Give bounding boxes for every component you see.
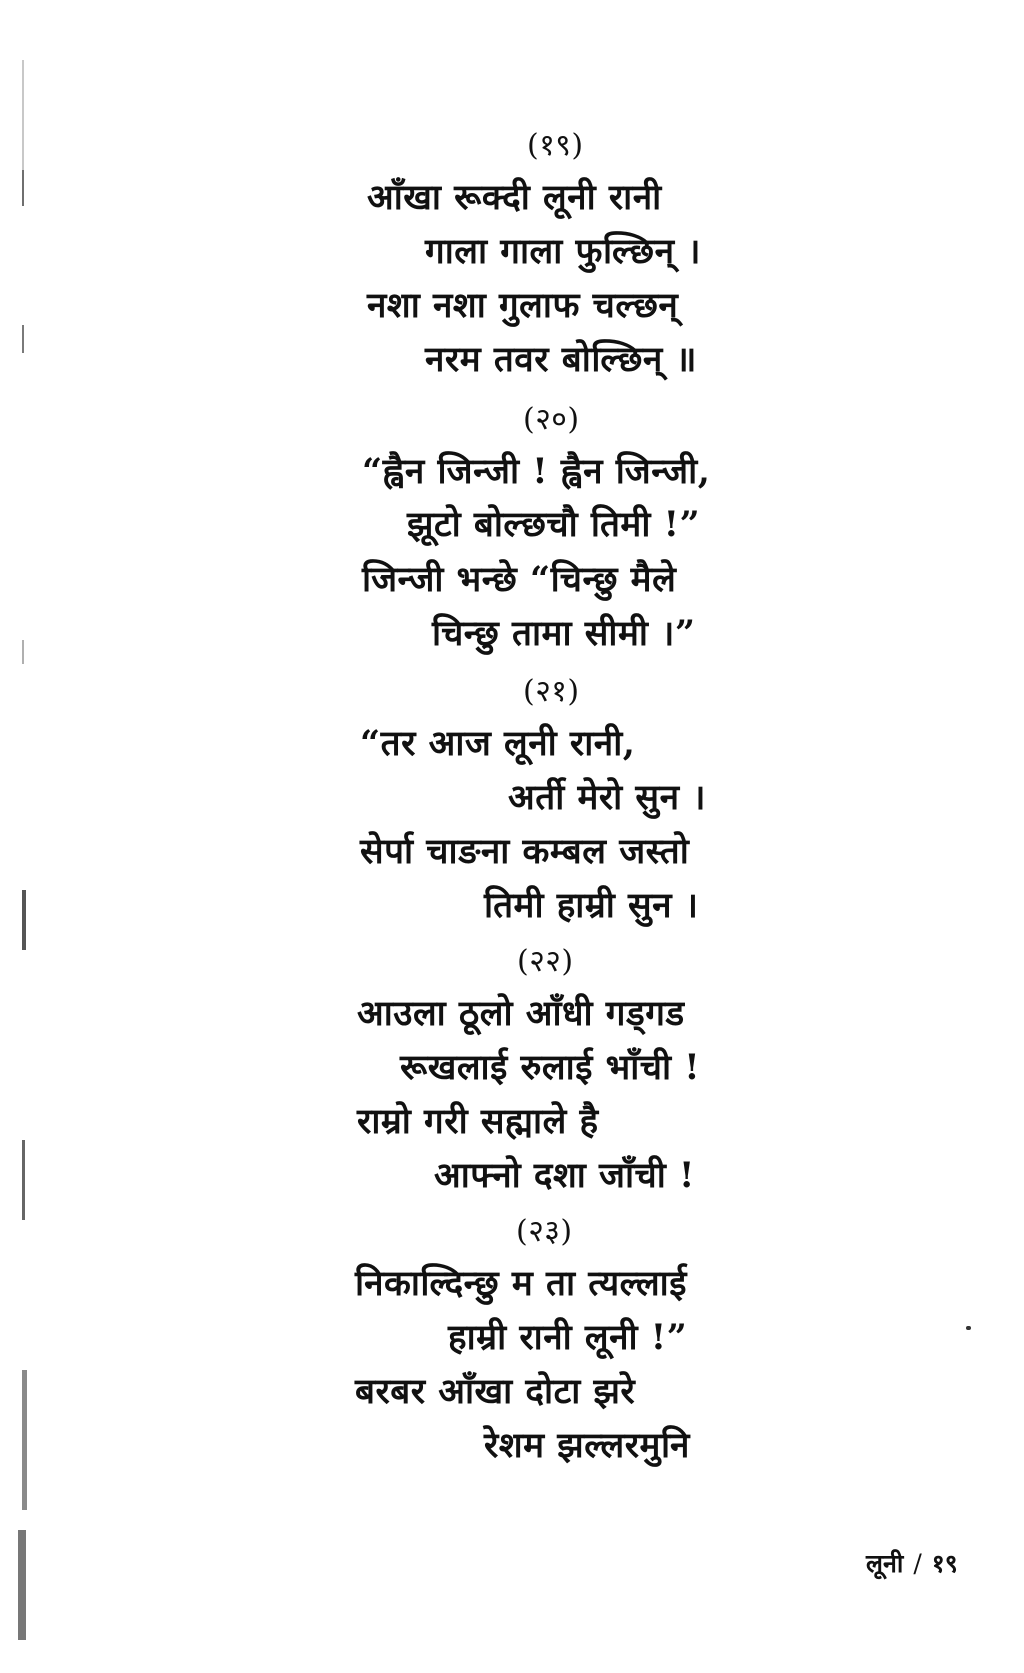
book-title: लूनी	[866, 1549, 904, 1578]
footer-separator: /	[913, 1549, 922, 1578]
page-number: १९	[931, 1549, 958, 1578]
verse-line: गाला गाला फुल्छिन् ।	[425, 231, 701, 272]
verse-line: आउला ठूलो आँधी गड्गड	[357, 993, 685, 1034]
verse-line: सेर्पा चाङना कम्बल जस्तो	[360, 831, 690, 872]
stanza-number: (२३)	[516, 1214, 573, 1249]
verse-line: चिन्छु तामा सीमी ।”	[432, 613, 696, 654]
scan-edge-mark	[18, 1530, 26, 1640]
page-footer	[866, 1548, 958, 1580]
verse-line: हाम्री रानी लूनी !”	[448, 1317, 688, 1358]
scan-edge-mark	[22, 640, 24, 664]
ink-speck	[966, 1326, 971, 1330]
verse-line: आफ्नो दशा जाँची !	[434, 1155, 695, 1196]
verse-line: जिन्जी भन्छे “चिन्छु मैले	[362, 559, 677, 600]
scan-edge-mark	[22, 890, 26, 950]
verse-line: निकाल्दिन्छु म ता त्यल्लाई	[355, 1263, 687, 1304]
stanza-number: (२०)	[523, 402, 580, 437]
scan-edge-mark	[22, 170, 24, 206]
stanza-number: (२२)	[517, 944, 574, 979]
verse-line: बरबर आँखा दोटा झरे	[355, 1371, 636, 1412]
verse-line: अर्ती मेरो सुन ।	[508, 777, 706, 818]
stanza-number: (१९)	[527, 128, 584, 163]
verse-line: झूटो बोल्छचौ तिमी !”	[407, 504, 701, 545]
verse-line: तिमी हाम्री सुन ।	[484, 885, 699, 926]
verse-line: नरम तवर बोल्छिन् ॥	[425, 339, 697, 380]
stanza-number: (२१)	[523, 674, 580, 709]
scan-edge-mark	[22, 325, 24, 353]
scan-edge-mark	[22, 1140, 25, 1220]
verse-line: “तर आज लूनी रानी,	[360, 723, 636, 764]
verse-line: आँखा रूक्दी लूनी रानी	[367, 177, 662, 218]
scan-edge-mark	[22, 1370, 27, 1510]
verse-line: रूखलाई रुलाई भाँची !	[400, 1047, 701, 1088]
verse-line: नशा नशा गुलाफ चल्छन्	[367, 285, 679, 326]
verse-line: राम्रो गरी सह्माले है	[357, 1101, 599, 1142]
verse-line: रेशम झल्लरमुनि	[484, 1425, 690, 1466]
verse-line: “ह्वैन जिन्जी ! ह्वैन जिन्जी,	[362, 451, 711, 492]
